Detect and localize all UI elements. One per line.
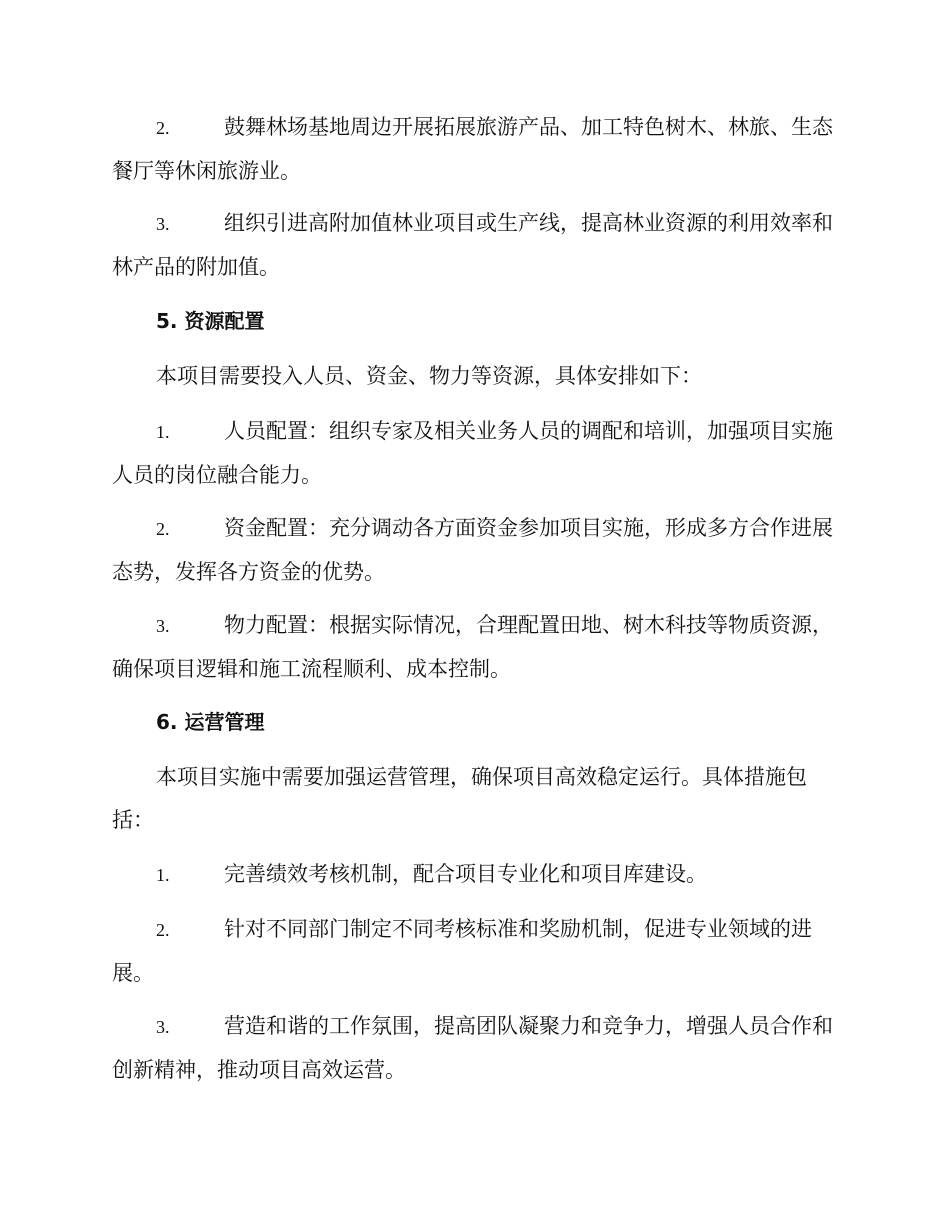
list-item	[112, 908, 834, 995]
section-heading: 5. 资源配置	[156, 309, 265, 333]
list-number: 1.	[156, 865, 170, 885]
list-text: 物力配置：根据实际情况，合理配置田地、树木科技等物质资源，确保项目逻辑和施工流程顺利、成本控制。	[112, 613, 833, 681]
list-item	[112, 853, 834, 897]
list-number: 2.	[156, 519, 170, 539]
list-item	[112, 507, 834, 594]
section-intro: 本项目需要投入人员、资金、物力等资源，具体安排如下：	[156, 364, 702, 388]
list-text: 人员配置：组织专家及相关业务人员的调配和培训，加强项目实施人员的岗位融合能力。	[112, 419, 833, 487]
list-number: 3.	[156, 214, 170, 234]
list-number: 3.	[156, 616, 170, 636]
section-heading: 6. 运营管理	[156, 710, 265, 734]
list-item	[112, 106, 834, 193]
list-item	[112, 604, 834, 691]
list-item	[112, 1005, 834, 1092]
list-item	[112, 202, 834, 289]
list-text: 完善绩效考核机制，配合项目专业化和项目库建设。	[224, 862, 707, 886]
list-text: 资金配置：充分调动各方面资金参加项目实施，形成多方合作进展态势，发挥各方资金的优势。	[112, 516, 833, 584]
list-number: 3.	[156, 1017, 170, 1037]
list-text: 营造和谐的工作氛围，提高团队凝聚力和竞争力，增强人员合作和创新精神，推动项目高效运营。	[112, 1014, 833, 1082]
list-number: 2.	[156, 920, 170, 940]
list-number: 1.	[156, 422, 170, 442]
list-text: 鼓舞林场基地周边开展拓展旅游产品、加工特色树木、林旅、生态餐厅等休闲旅游业。	[112, 115, 833, 183]
list-number: 2.	[156, 118, 170, 138]
list-text: 针对不同部门制定不同考核标准和奖励机制，促进专业领域的进展。	[112, 917, 812, 985]
list-text: 组织引进高附加值林业项目或生产线，提高林业资源的利用效率和林产品的附加值。	[112, 211, 833, 279]
section-intro: 本项目实施中需要加强运营管理，确保项目高效稳定运行。具体措施包括：	[112, 765, 807, 832]
list-item	[112, 410, 834, 497]
